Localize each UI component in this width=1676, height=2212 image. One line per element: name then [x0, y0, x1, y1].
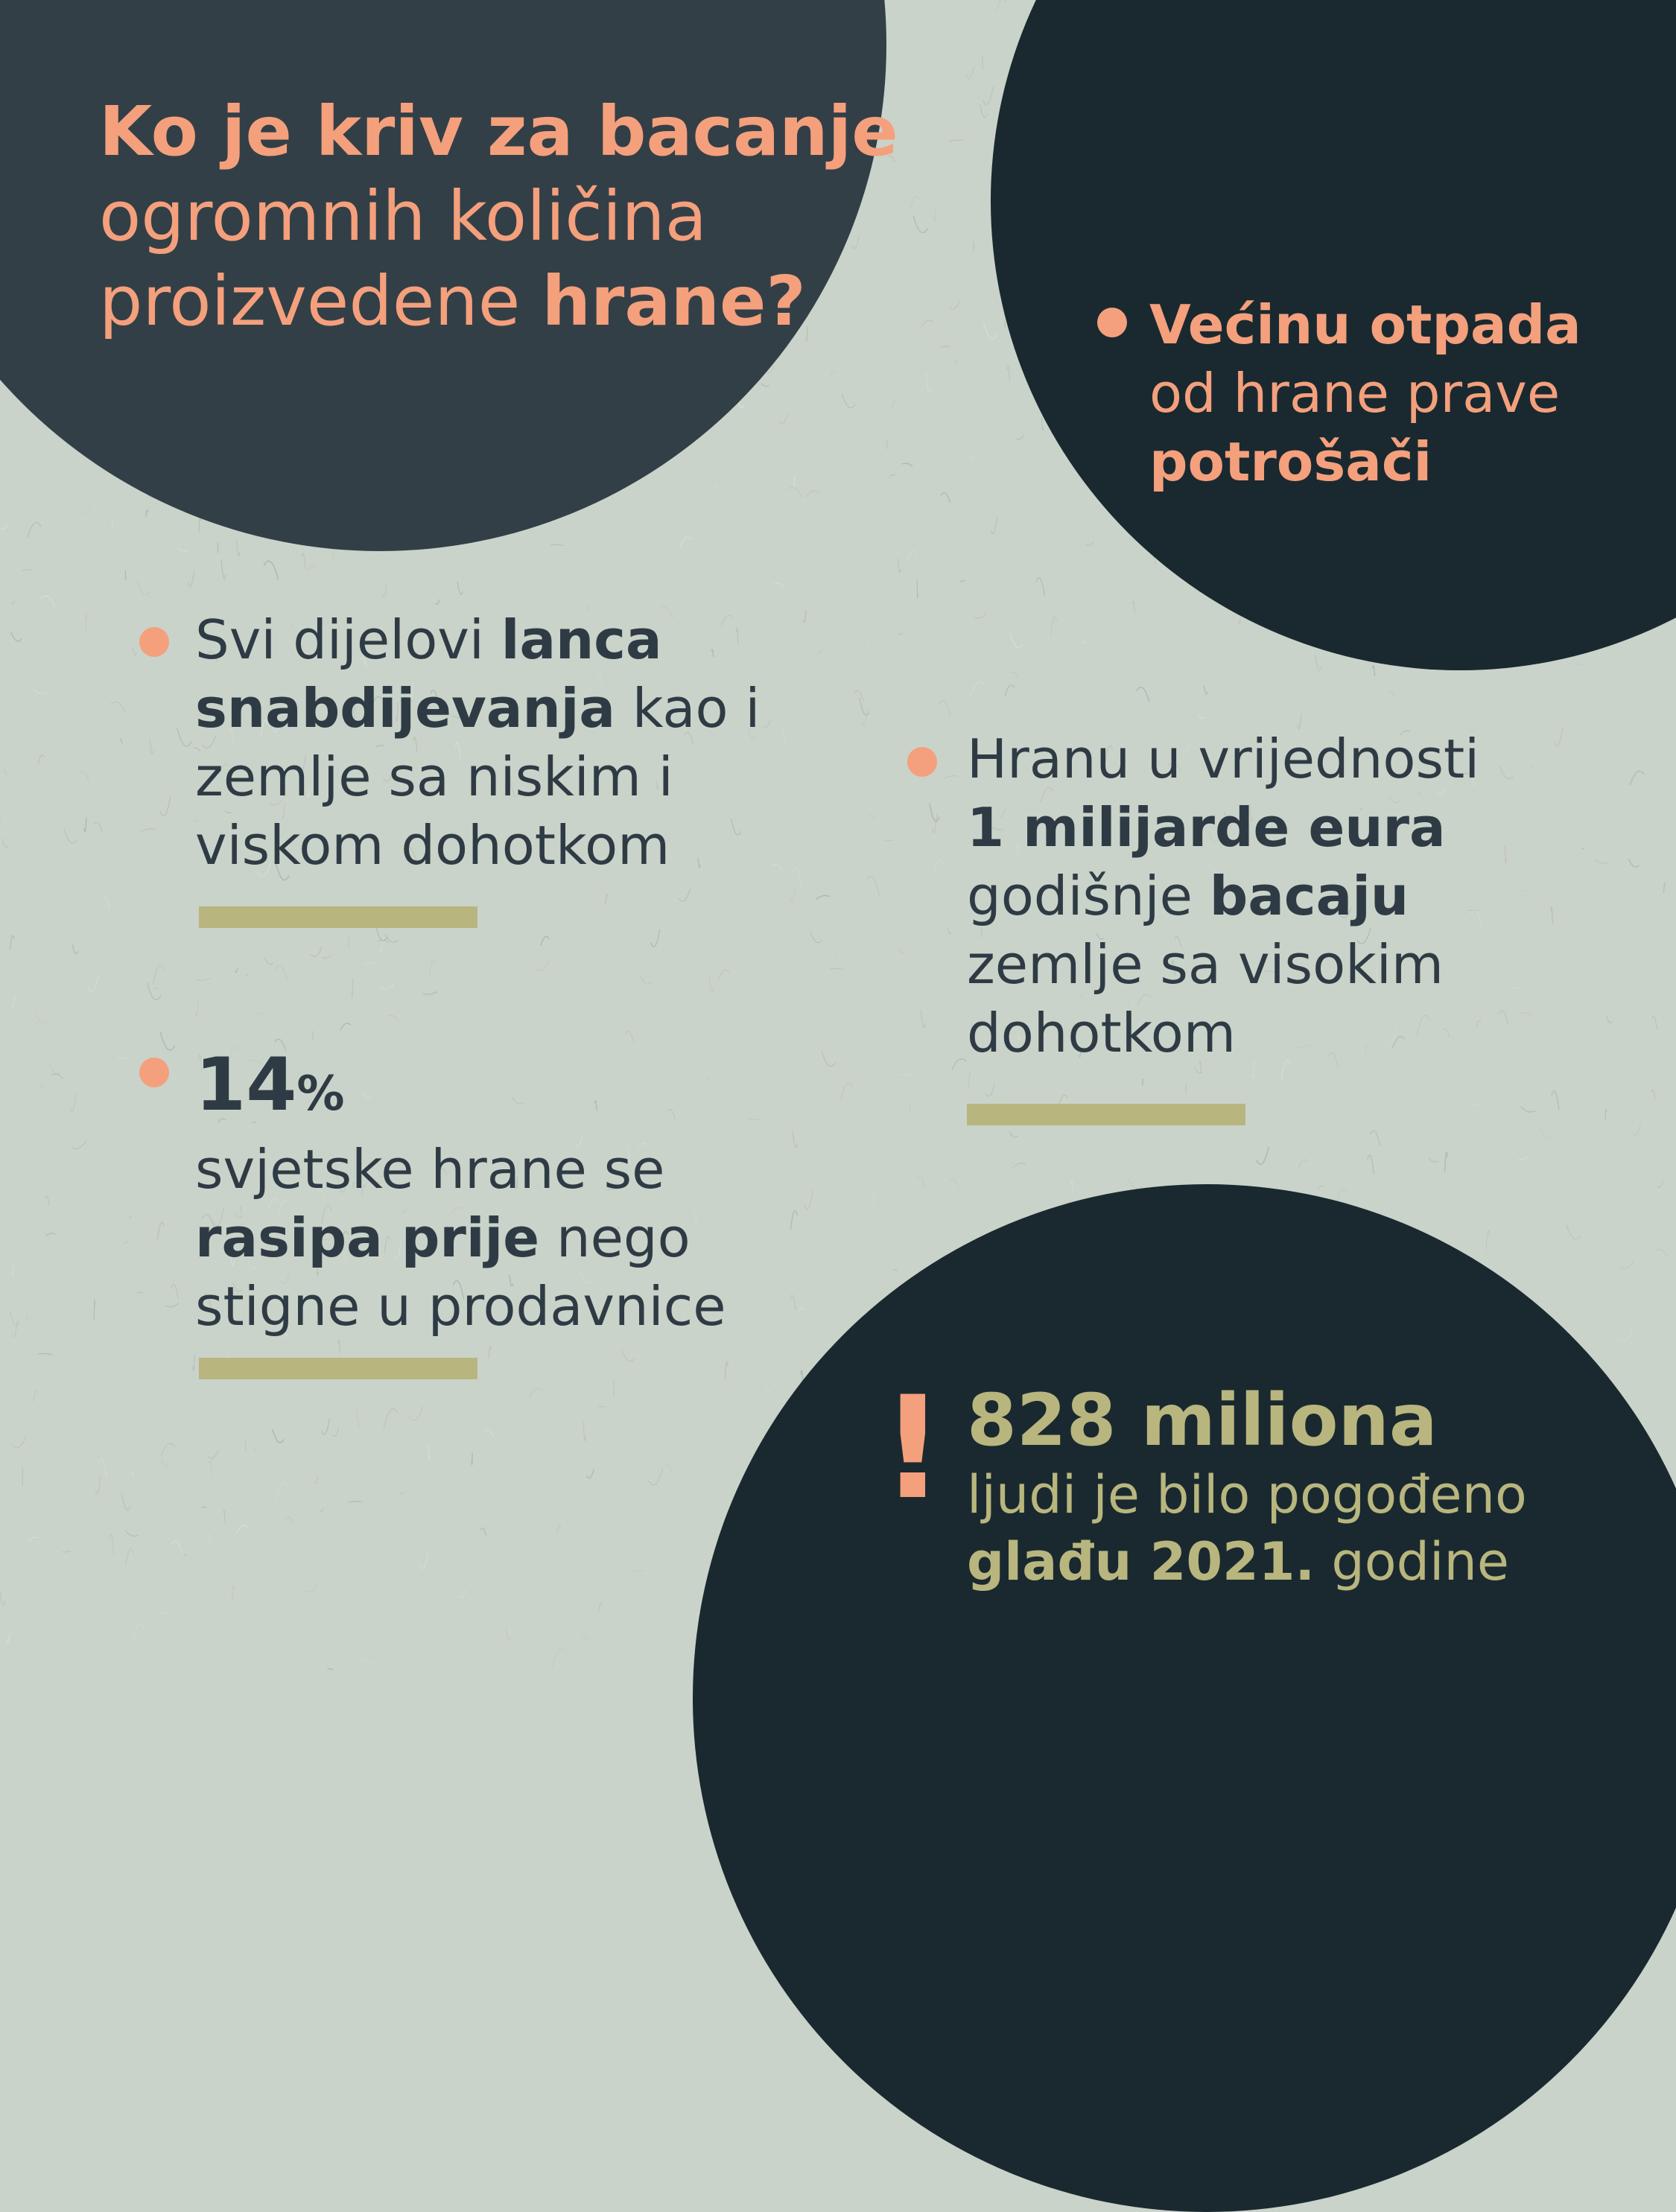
divider-bar [199, 906, 477, 928]
percent-number: 14 [195, 1043, 297, 1128]
title-line-2: ogromnih količina [99, 177, 708, 256]
bullet-dot-icon [139, 1058, 169, 1087]
bullet-dot-icon [139, 627, 169, 657]
divider-bar [967, 1104, 1245, 1125]
hunger-circle [693, 1184, 1676, 2212]
percent-text: 14% svjetske hrane se rasipa prije nego stigne u prodavnice [195, 1043, 726, 1338]
title-line-3: proizvedene hrane? [99, 261, 806, 341]
bullet-dot-icon [907, 747, 937, 777]
consumers-text: Većinu otpada od hrane prave potrošači [1149, 293, 1581, 493]
title-line-1: Ko je kriv za bacanje [99, 92, 898, 171]
bullet-dot-icon [1097, 308, 1127, 337]
exclamation-icon: ! [880, 1366, 945, 1531]
percent-unit: % [296, 1067, 345, 1122]
supply-chain-text: Svi dijelovi lanca snabdijevanja kao i zemlje sa niskim i viskom dohotkom [195, 608, 761, 877]
high-income-text: Hranu u vrijednosti 1 milijarde eura godišnje bacaju zemlje sa visokim dohotkom [967, 728, 1480, 1064]
page-title [99, 89, 898, 344]
divider-bar [199, 1358, 477, 1379]
hunger-text: 828 miliona ljudi je bilo pogođeno glađu 2021. godine [967, 1379, 1527, 1592]
